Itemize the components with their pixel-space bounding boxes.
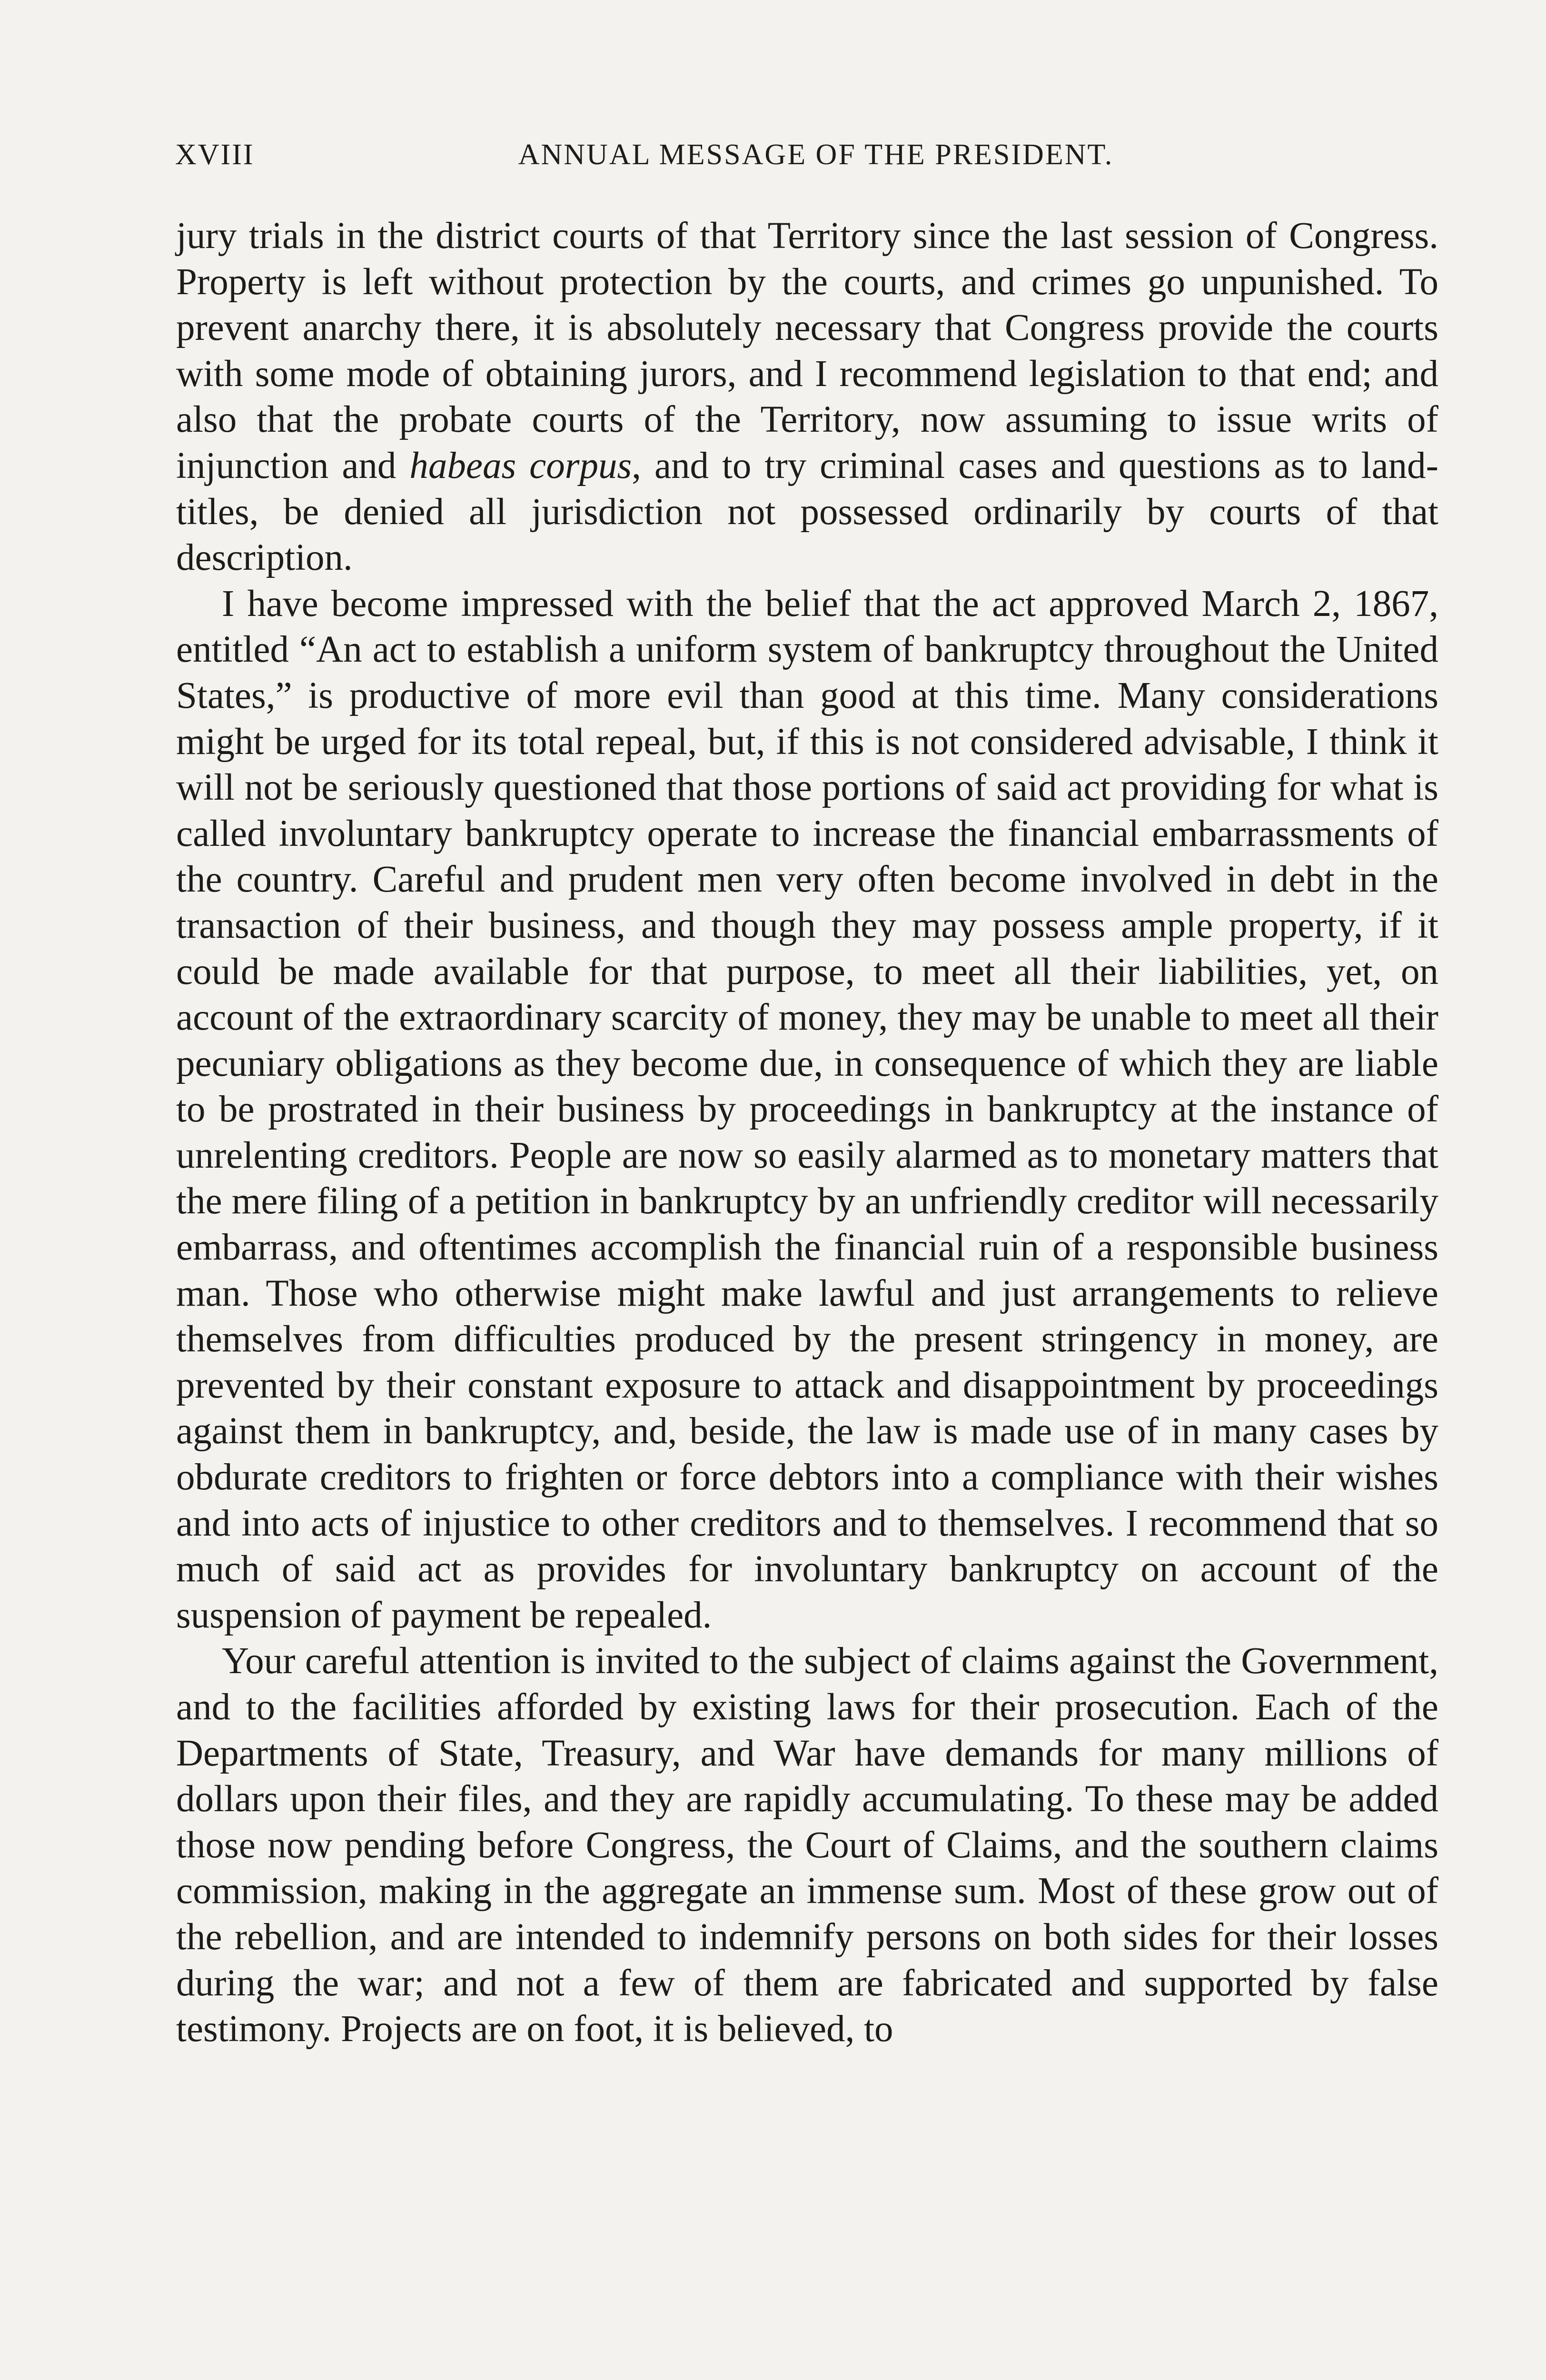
paragraph-2: I have become impressed with the belief that the act approved March 2, 1867, entitled “An act to establish a uniform system of bankruptcy throughout the United States,” is productive of more evil than good at this time. Many considerations might be urged for its total repeal, but, if this is not considered advisable, I think it will not be seriously questioned that those portions of said act providing for what is called involuntary bankruptcy operate to increase the financial embarrassments of the country. Careful and prudent men very often become involved in debt in the transaction of their business, and though they may possess ample property, if it could be made available for that purpose, to meet all their liabilities, yet, on account of the extraordinary scarcity of money, they may be unable to meet all their pecuniary obligations as they become due, in consequence of which they are liable to be prostrated in their business by proceedings in bankruptcy at the instance of unrelenting creditors. People are now so easily alarmed as to monetary matters that the mere filing of a petition in bankruptcy by an unfriendly creditor will necessarily embarrass, and oftentimes accomplish the financial ruin of a responsible business man. Those who otherwise might make lawful and just arrangements to relieve themselves from difficulties produced by the present stringency in money, are prevented by their constant exposure to attack and disappointment by proceedings against them in bankruptcy, and, beside, the law is made use of in many cases by obdurate creditors to frighten or force debtors into a compliance with their wishes and into acts of injustice to other creditors and to themselves. I recommend that so much of said act as provides for involuntary bankruptcy on account of the suspension of payment be repealed. xyxy=(176,583,1438,1636)
paragraph-1-text-b: , and to try criminal cases and questions as to land-titles, be denied all jurisdiction not possessed ordinarily by courts of that description. xyxy=(176,445,1438,579)
page-header xyxy=(175,138,1437,181)
page-number: XVIII xyxy=(175,139,255,171)
paragraph-3: Your careful attention is invited to the subject of claims against the Government, and to the facilities afforded by existing laws for their prosecution. Each of the Departments of State, Treasury, and War have demands for many millions of dollars upon their files, and they are rapidly accumulating. To these may be added those now pending before Congress, the Court of Claims, and the southern claims commission, making in the aggregate an immense sum. Most of these grow out of the rebellion, and are intended to indemnify persons on both sides for their losses during the war; and not a few of them are fabricated and supported by false testimony. Projects are on foot, it is believed, to xyxy=(176,1640,1438,2050)
paragraph-1-text-a: jury trials in the district courts of that Territory since the last session of Congress. Property is left without protection by the courts, and crimes go unpunished. To prevent anarchy there, it is absolutely necessary that Congress provide the courts with some mode of obtaining jurors, and I recommend legislation to that end; and also that the probate courts of the Territory, now assuming to issue writs of injunction and xyxy=(176,215,1438,486)
paragraph-1 xyxy=(176,213,1438,581)
running-head: ANNUAL MESSAGE OF THE PRESIDENT. xyxy=(518,139,1114,171)
paragraph-1-italic: habeas corpus xyxy=(409,445,632,486)
body-text xyxy=(176,213,1438,2053)
